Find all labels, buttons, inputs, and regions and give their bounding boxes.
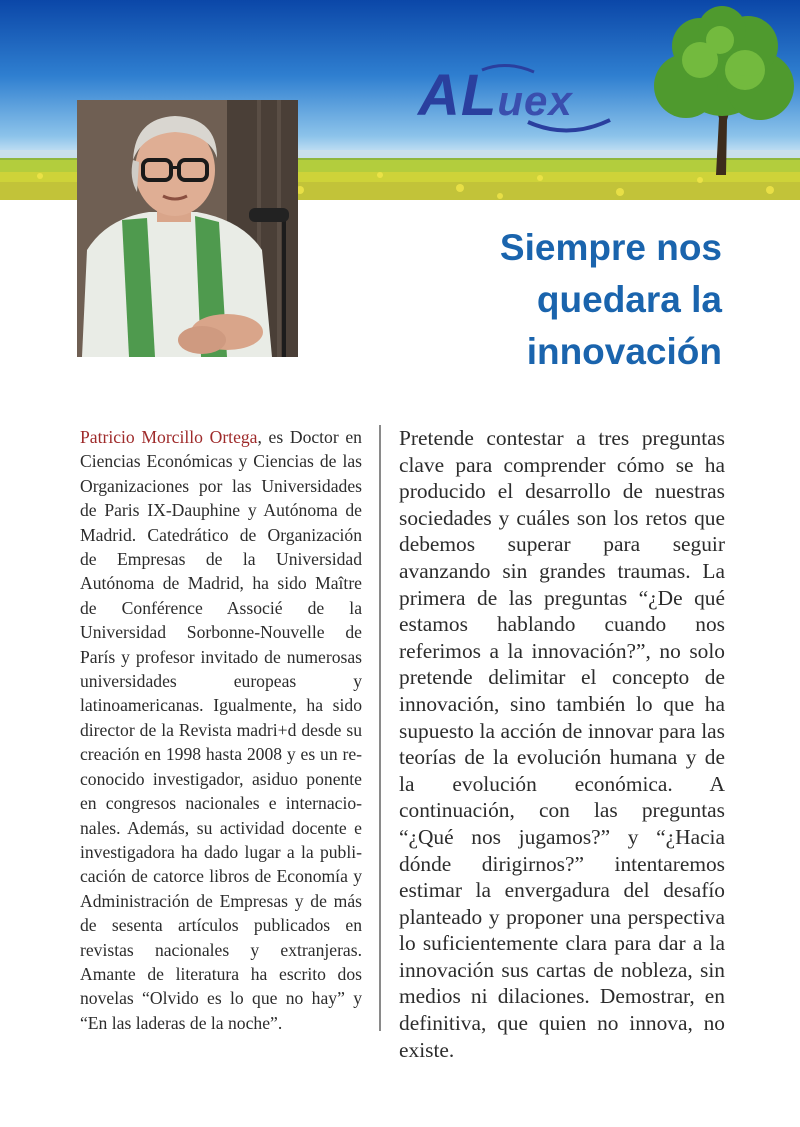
- aluex-logo: [418, 62, 633, 142]
- logo-swoosh-icon: [418, 62, 633, 142]
- title-line: quedara la: [536, 279, 722, 320]
- summary-text: Pretende contestar a tres preguntas clave para comprender cómo se ha producido el desarrollo de nuestras sociedades y cuáles son los retos que debemos superar para seguir avanzando sin grandes traumas. La primera de las preguntas “¿De qué estamos hablando cuando nos referimos a la innovación?”, no solo pretende delimitar el concepto de innovación, sino también lo que ha supuesto la acción de innovar para las teorías de la evolución humana y de la evolución económica. A continuación, con las preguntas “¿Qué nos jugamos?” y “¿Hacia dónde dirigirnos?” intentaremos estimar la envergadura del desafío planteado y proponer una perspectiva lo suficientemente clara para dar a la innovación sus cartas de nobleza, sin medios ni dilaciones. Demostrar, en definitiva, que quien no innova, no existe.: [399, 426, 725, 1062]
- title-line: innovación: [526, 331, 722, 372]
- bio-text: , es Doctor en Ciencias Económicas y Ciencias de las Organizaciones por las Universidades de Paris IX-Dauphine y Autónoma de Madrid. Catedrático de Organización de Empresas de la Universidad Autónoma de Madrid, ha sido Maître de Conférence Associé de la Universidad Sorbonne-Nouvelle de París y profesor invitado de numerosas universidades europeas y latinoamericanas. Igualmente, ha sido director de la Revista madri+d desde su creación en 1998 hasta 2008 y es un reconocido investigador, asiduo ponente en congresos nacionales e internacionales. Además, su actividad docente e investigadora ha dado lugar a la publicación de catorce libros de Economía y Administración de Empresas y de más de sesenta artículos publicados en revistas nacionales y extranjeras. Amante de literatura ha escrito dos novelas “Olvido es lo que no hay” y “En las laderas de la noche”.: [80, 427, 362, 1033]
- article-title: [322, 222, 722, 378]
- title-line: Siempre nos: [499, 227, 722, 268]
- book-summary: [399, 425, 725, 1063]
- logo-secondary-text: uex: [497, 77, 573, 124]
- author-portrait-illustration: [77, 100, 298, 357]
- author-bio: [80, 425, 362, 1035]
- column-divider: [379, 425, 381, 1031]
- author-photo: [77, 100, 298, 357]
- logo-primary-text: AL: [418, 63, 498, 128]
- author-name: Patricio Morcillo Ortega: [80, 427, 258, 447]
